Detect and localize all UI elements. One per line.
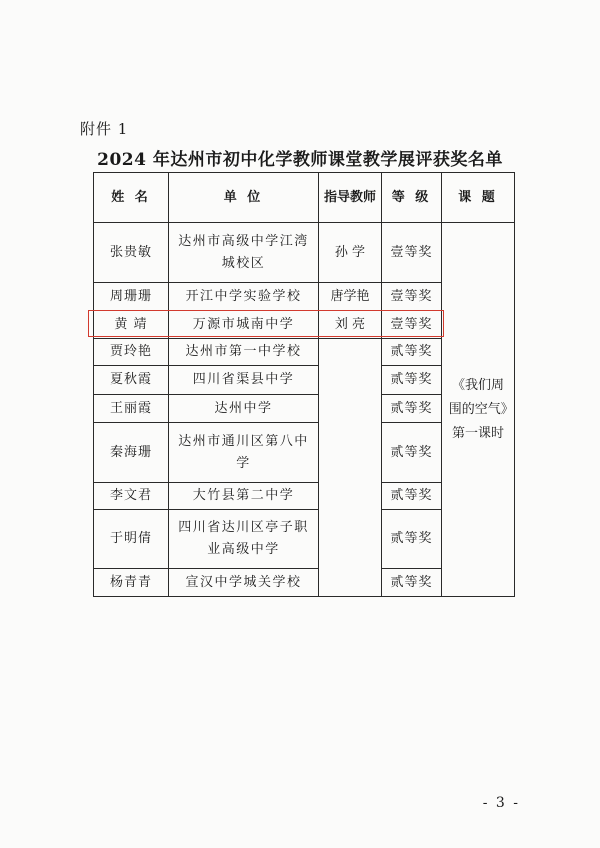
instructor-cell: [319, 339, 382, 597]
name-cell: 李文君: [94, 483, 169, 510]
school-cell: 达州中学: [169, 395, 319, 423]
document-title: 2024 年达州市初中化学教师课堂教学展评获奖名单: [97, 150, 503, 170]
name-cell: 夏秋霞: [94, 366, 169, 395]
name-cell: 王丽霞: [94, 395, 169, 423]
header-school: 单 位: [169, 173, 319, 223]
header-name: 姓 名: [94, 173, 169, 223]
level-cell: 贰等奖: [382, 510, 442, 569]
school-cell: 大竹县第二中学: [169, 483, 319, 510]
instructor-cell: 孙 学: [319, 223, 382, 283]
name-cell: 黄 靖: [94, 311, 169, 339]
school-cell: 开江中学实验学校: [169, 283, 319, 311]
level-cell: 贰等奖: [382, 395, 442, 423]
school-cell: 万源市城南中学: [169, 311, 319, 339]
attachment-label: 附件 1: [80, 120, 129, 138]
name-cell: 周珊珊: [94, 283, 169, 311]
school-cell: 达州市通川区第八中学: [169, 423, 319, 483]
school-cell: 四川省达川区亭子职业高级中学: [169, 510, 319, 569]
header-topic: 课 题: [442, 173, 515, 223]
level-cell: 壹等奖: [382, 283, 442, 311]
level-cell: 贰等奖: [382, 339, 442, 366]
name-cell: 杨青青: [94, 569, 169, 597]
name-cell: 贾玲艳: [94, 339, 169, 366]
award-table: [93, 172, 515, 597]
instructor-cell: 刘 亮: [319, 311, 382, 339]
table-row: [94, 223, 515, 283]
instructor-cell: 唐学艳: [319, 283, 382, 311]
topic-cell: 《我们周围的空气》第一课时: [442, 223, 515, 597]
highlight-box: [88, 310, 444, 337]
header-instructor: 指导教师: [319, 173, 382, 223]
level-cell: 贰等奖: [382, 423, 442, 483]
level-cell: 壹等奖: [382, 223, 442, 283]
name-cell: 于明倩: [94, 510, 169, 569]
level-cell: 贰等奖: [382, 483, 442, 510]
name-cell: 秦海珊: [94, 423, 169, 483]
level-cell: 壹等奖: [382, 311, 442, 339]
school-cell: 四川省渠县中学: [169, 366, 319, 395]
school-cell: 达州市高级中学江湾城校区: [169, 223, 319, 283]
page-number: - 3 -: [482, 795, 520, 811]
table-header-row: [94, 173, 515, 223]
school-cell: 达州市第一中学校: [169, 339, 319, 366]
level-cell: 贰等奖: [382, 366, 442, 395]
header-level: 等 级: [382, 173, 442, 223]
level-cell: 贰等奖: [382, 569, 442, 597]
school-cell: 宣汉中学城关学校: [169, 569, 319, 597]
name-cell: 张贵敏: [94, 223, 169, 283]
